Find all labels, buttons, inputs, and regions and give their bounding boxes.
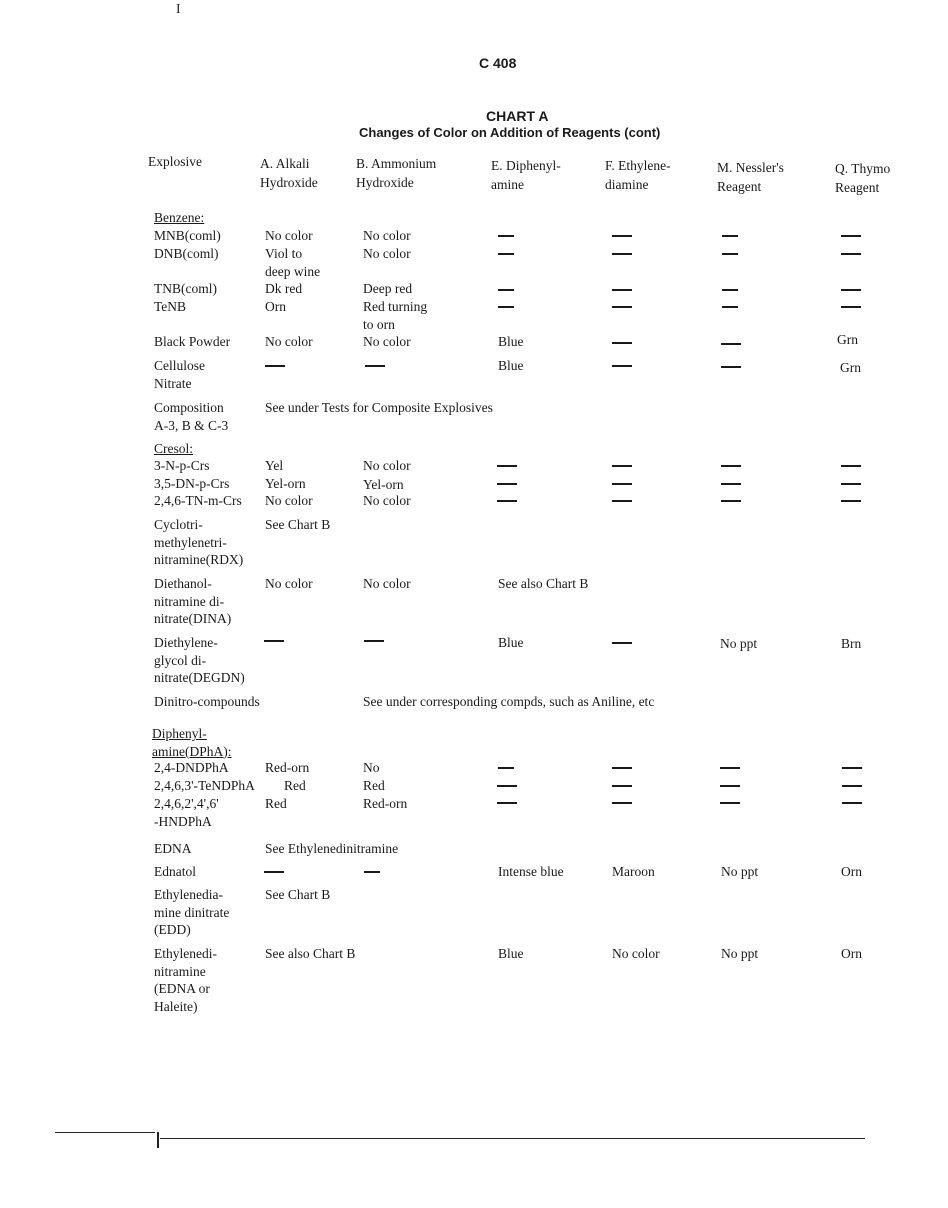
cell-q: Orn [841,946,862,961]
row-name: 3-N-p-Crs [154,458,210,473]
cell-e: See also Chart B [498,576,589,591]
row-name [154,399,228,434]
dash [264,871,284,873]
dash [497,802,517,804]
dash [722,235,738,237]
row-name: Black Powder [154,334,231,349]
cell-b: No color [363,228,411,243]
dash [497,785,517,787]
page-number: C 408 [479,55,517,71]
row-name: Dinitro-compounds [154,694,260,709]
header-f [605,156,671,194]
dash [612,802,632,804]
header-f-line1: F. Ethylene- [605,158,671,173]
cell-b: No color [363,334,411,349]
cell-b: No color [363,493,411,508]
group-diphenylamine-line2: amine(DPhA): [152,743,232,759]
cell-a: No color [265,334,313,349]
row-name [154,575,231,628]
row-name-line2: nitramine [154,963,206,979]
cell-q: Grn [837,332,858,347]
row-name-line3: (EDD) [154,922,191,937]
header-a-line2: Hydroxide [260,175,318,190]
cell-b: No color [363,458,411,473]
dash [612,306,632,308]
dash [841,483,861,485]
cell-b: No [363,760,380,775]
header-b-line2: Hydroxide [356,175,414,190]
cell-m: No ppt [721,864,759,879]
row-name: 2,4-DNDPhA [154,760,229,775]
cell-b: No color [363,246,411,261]
dash [722,306,738,308]
row-note: See Chart B [265,517,331,532]
cell-a: Red-orn [265,760,310,775]
header-e-line1: E. Diphenyl- [491,158,561,173]
row-name-line2: Nitrate [154,375,192,391]
row-name: 2,4,6-TN-m-Crs [154,493,242,508]
row-name-line2: glycol di- [154,652,207,668]
header-e [491,156,561,194]
dash [722,289,738,291]
cell-a: Red [265,796,287,811]
cell-e: Blue [498,358,524,373]
dash [720,802,740,804]
dash [841,465,861,467]
dash [612,342,632,344]
cell-a: No color [265,228,313,243]
dash [612,767,632,769]
row-name: TeNB [154,299,187,314]
row-name [154,634,245,687]
header-q [835,159,890,197]
dash [498,767,514,769]
row-note: See under Tests for Composite Explosives [265,400,493,415]
dash [497,500,517,502]
dash [612,642,632,644]
header-q-line1: Q. Thymo [835,161,891,176]
page-mark: I [176,1,181,16]
cell-q: Brn [841,636,862,651]
header-a-line1: A. Alkali [260,156,310,171]
cell-a: No color [265,576,313,591]
row-name-line1: Cyclotri- [154,517,203,532]
row-name-line2: A-3, B & C-3 [154,417,229,433]
dash [264,640,284,642]
row-name-line1: Composition [154,400,224,415]
dash [841,289,861,291]
group-diphenylamine [152,725,231,760]
row-name: TNB(coml) [154,281,217,296]
dash [721,483,741,485]
row-name-line1: Diethylene- [154,635,218,650]
dash [498,306,514,308]
row-name [154,886,229,939]
header-explosive: Explosive [148,154,202,169]
row-name-line1: Ethylenedia- [154,887,223,902]
header-q-line2: Reagent [835,180,880,195]
cell-a: Dk red [265,281,303,296]
dash [612,235,632,237]
row-name-line1: 2,4,6,2',4',6' [154,796,219,811]
cell-b [363,298,427,333]
header-m [717,158,784,196]
row-name: DNB(coml) [154,246,219,261]
dash [842,802,862,804]
row-name-line1: Ethylenedi- [154,946,217,961]
row-name: MNB(coml) [154,228,221,243]
cell-b: Yel-orn [363,477,404,492]
cell-a: Yel-orn [265,476,306,491]
dash [497,483,517,485]
row-note: See also Chart B [265,946,356,961]
group-benzene: Benzene: [154,210,205,225]
cell-e: Intense blue [498,864,564,879]
cell-a: Yel [265,458,284,473]
footer-rule-left [55,1132,155,1133]
footer-rule-main [160,1138,865,1139]
row-name-line2: nitramine di- [154,593,225,609]
cell-a-line1: Viol to [265,246,303,261]
row-name-line1: Cellulose [154,358,205,373]
row-name-line1: Diethanol- [154,576,212,591]
cell-b-line1: Red turning [363,299,428,314]
row-name [154,795,219,830]
dash [721,343,741,345]
dash [841,500,861,502]
dash [497,465,517,467]
cell-q: Orn [841,864,862,879]
row-name-line4: Haleite) [154,998,198,1014]
header-b-line1: B. Ammonium [356,156,437,171]
dash [612,465,632,467]
row-name-line3: nitrate(DEGDN) [154,670,245,685]
row-note: See under corresponding compds, such as Aniline, etc [363,694,655,709]
group-cresol: Cresol: [154,441,193,456]
cell-m: No ppt [721,946,759,961]
dash [265,365,285,367]
cell-e: Blue [498,334,524,349]
dash [721,500,741,502]
cell-b: No color [363,576,411,591]
row-name [154,516,243,569]
dash [612,365,632,367]
row-name-line2: methylenetri- [154,534,227,550]
row-name: EDNA [154,841,192,856]
footer-rule-tick [157,1132,159,1148]
dash [720,785,740,787]
header-f-line2: diamine [605,177,649,192]
dash [612,483,632,485]
cell-q: Grn [840,360,861,375]
row-name: Ednatol [154,864,196,879]
header-m-line1: M. Nessler's [717,160,784,175]
cell-b: Red [363,778,385,793]
dash [498,235,514,237]
row-name-line3: (EDNA or [154,981,210,996]
dash [722,253,738,255]
group-diphenylamine-line1: Diphenyl- [152,726,207,741]
cell-a: Red [284,778,306,793]
chart-title: CHART A [486,108,549,124]
header-m-line2: Reagent [717,179,762,194]
chart-subtitle: Changes of Color on Addition of Reagents (cont) [359,125,661,140]
cell-a [265,245,320,280]
cell-a-line2: deep wine [265,263,321,279]
dash [612,500,632,502]
cell-b: Red-orn [363,796,408,811]
row-name: 2,4,6,3'-TeNDPhA [154,778,255,793]
dash [720,767,740,769]
dash [612,289,632,291]
dash [612,253,632,255]
cell-f: No color [612,946,660,961]
row-name-line3: nitramine(RDX) [154,552,244,567]
header-a [260,154,318,192]
header-b [356,154,436,192]
row-name-line2: -HNDPhA [154,813,212,829]
cell-e: Blue [498,946,524,961]
dash [842,767,862,769]
dash [612,785,632,787]
cell-a: Orn [265,299,286,314]
cell-b: Deep red [363,281,413,296]
dash [842,785,862,787]
header-e-line2: amine [491,177,524,192]
dash [841,235,861,237]
dash [841,253,861,255]
cell-b-line2: to orn [363,316,395,332]
row-name: 3,5-DN-p-Crs [154,476,230,491]
dash [364,640,384,642]
row-name-line3: nitrate(DINA) [154,611,232,626]
row-note: See Ethylenedinitramine [265,841,399,856]
dash [364,871,380,873]
dash [841,306,861,308]
cell-f: Maroon [612,864,655,879]
dash [721,465,741,467]
dash [721,366,741,368]
cell-a: No color [265,493,313,508]
row-name [154,945,217,1015]
row-name [154,357,205,392]
dash [365,365,385,367]
dash [498,253,514,255]
row-name-line2: mine dinitrate [154,904,230,920]
cell-e: Blue [498,635,524,650]
row-note: See Chart B [265,887,331,902]
cell-m: No ppt [720,636,758,651]
dash [498,289,514,291]
